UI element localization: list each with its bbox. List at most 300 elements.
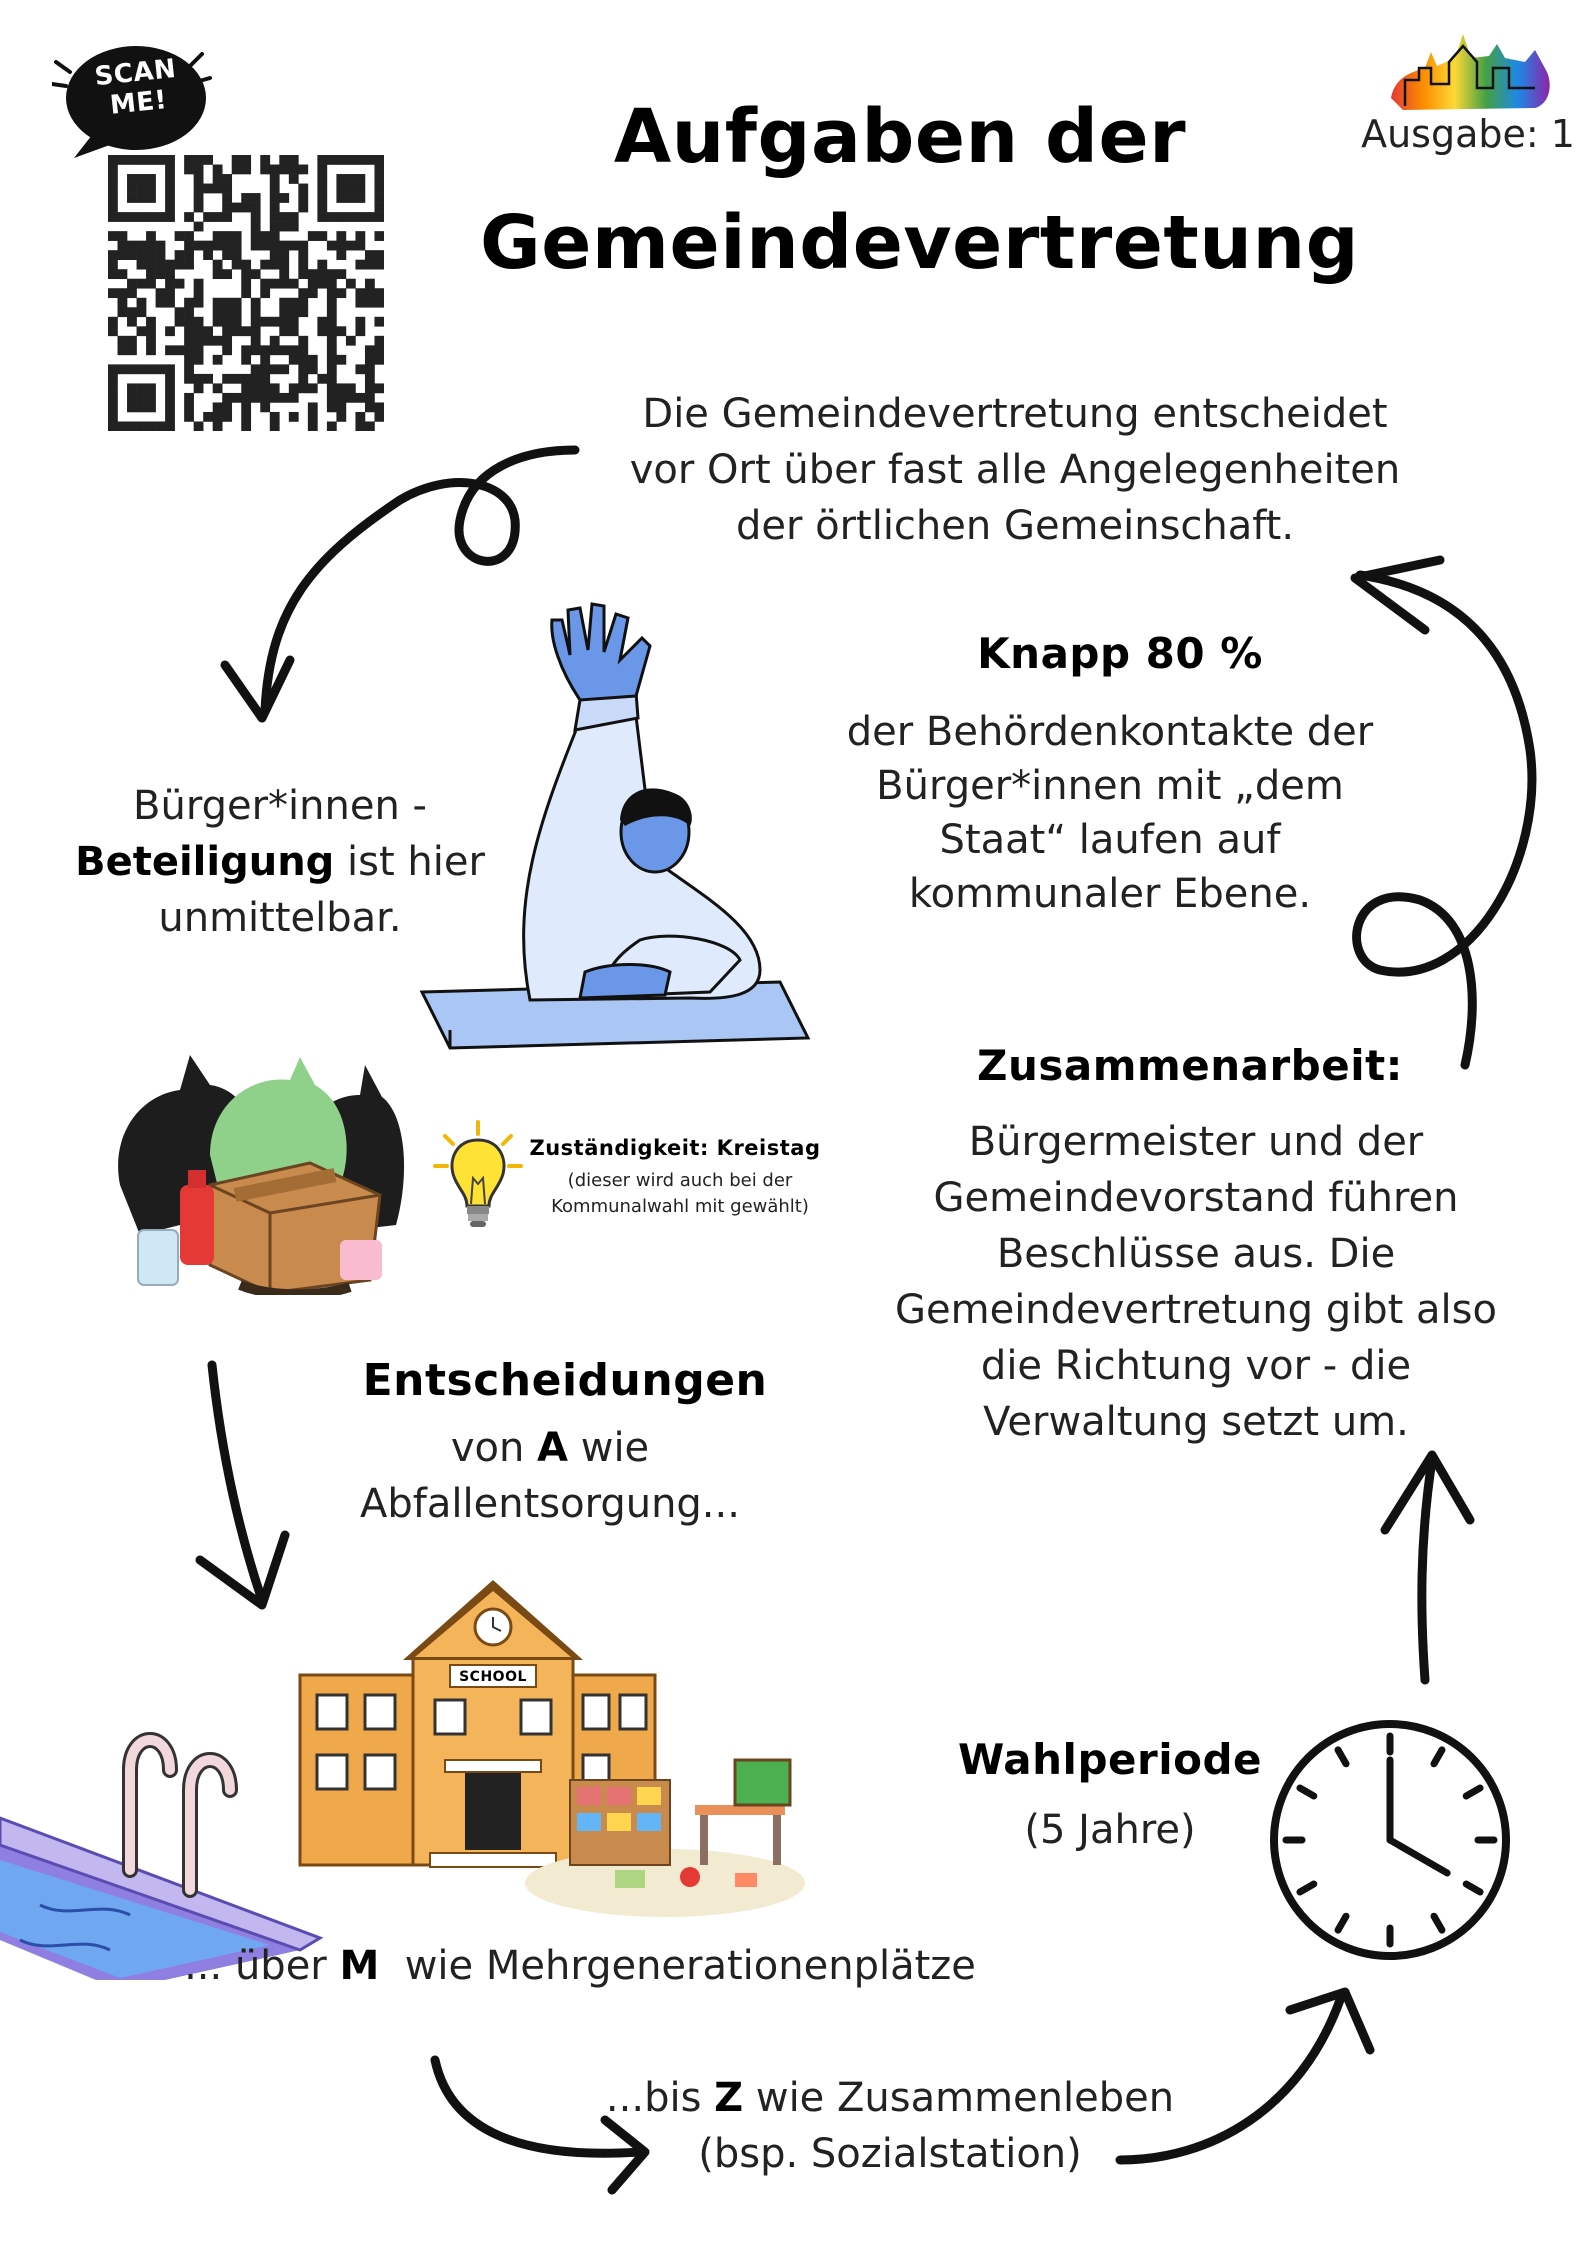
qr-module xyxy=(184,307,194,317)
qr-module xyxy=(118,307,128,317)
qr-module xyxy=(213,355,223,365)
qr-module xyxy=(317,174,327,184)
qr-module xyxy=(222,412,232,422)
qr-module xyxy=(355,174,365,184)
cooperation-heading: Zusammenarbeit: xyxy=(977,1041,1403,1090)
qr-module xyxy=(308,279,318,289)
qr-module xyxy=(374,231,384,241)
qr-module xyxy=(213,307,223,317)
term-heading: Wahlperiode xyxy=(957,1735,1263,1784)
qr-module xyxy=(232,374,242,384)
qr-module xyxy=(251,326,261,336)
qr-module xyxy=(222,393,232,403)
qr-module xyxy=(260,165,270,175)
qr-module xyxy=(108,402,118,412)
qr-module xyxy=(127,193,137,203)
qr-module xyxy=(317,231,327,241)
qr-module xyxy=(260,317,270,327)
qr-module xyxy=(346,155,356,165)
qr-module xyxy=(298,374,308,384)
qr-module xyxy=(251,203,261,213)
qr-module xyxy=(118,288,128,298)
qr-module xyxy=(137,393,147,403)
qr-module xyxy=(137,250,147,260)
qr-module xyxy=(194,279,204,289)
qr-module xyxy=(251,393,261,403)
qr-module xyxy=(108,250,118,260)
qr-module xyxy=(346,212,356,222)
qr-module xyxy=(327,393,337,403)
qr-module xyxy=(355,288,365,298)
qr-module xyxy=(374,203,384,213)
qr-module xyxy=(222,174,232,184)
clock-icon xyxy=(1265,1715,1515,1965)
qr-module xyxy=(213,231,223,241)
qr-module xyxy=(336,212,346,222)
lightbulb xyxy=(433,1118,523,1238)
qr-module xyxy=(146,155,156,165)
qr-module xyxy=(127,174,137,184)
qr-module xyxy=(260,374,270,384)
qr-module xyxy=(374,412,384,422)
qr-module xyxy=(327,298,337,308)
decisions-pre: von xyxy=(450,1425,538,1471)
qr-module xyxy=(289,212,299,222)
qr-module xyxy=(289,298,299,308)
qr-module xyxy=(165,298,175,308)
qr-module xyxy=(270,241,280,251)
qr-module xyxy=(241,412,251,422)
qr-module xyxy=(175,260,185,270)
decisions-text xyxy=(330,1420,770,1532)
qr-module xyxy=(374,250,384,260)
qr-module xyxy=(298,203,308,213)
qr-module xyxy=(156,288,166,298)
qr-module xyxy=(355,193,365,203)
qr-module xyxy=(222,317,232,327)
qr-module xyxy=(127,307,137,317)
qr-module xyxy=(127,364,137,374)
qr-module xyxy=(279,212,289,222)
qr-module xyxy=(156,155,166,165)
qr-module xyxy=(146,345,156,355)
qr-module xyxy=(251,298,261,308)
qr-module xyxy=(146,393,156,403)
qr-module xyxy=(317,317,327,327)
qr-module xyxy=(165,412,175,422)
qr-module xyxy=(308,421,318,431)
qr-module xyxy=(327,288,337,298)
qr-module xyxy=(365,393,375,403)
qr-module xyxy=(184,374,194,384)
qr-module xyxy=(108,184,118,194)
qr-module xyxy=(298,298,308,308)
qr-module xyxy=(165,155,175,165)
qr-module xyxy=(289,326,299,336)
until-post: wie Zusammenleben xyxy=(743,2075,1175,2121)
qr-module xyxy=(222,269,232,279)
qr-module xyxy=(270,250,280,260)
qr-module xyxy=(194,383,204,393)
qr-module xyxy=(203,184,213,194)
qr-module xyxy=(108,231,118,241)
qr-module xyxy=(336,174,346,184)
qr-module xyxy=(298,307,308,317)
qr-module xyxy=(365,421,375,431)
qr-module xyxy=(308,269,318,279)
page-title-line1: Aufgaben der xyxy=(613,94,1187,180)
qr-module xyxy=(317,326,327,336)
qr-module xyxy=(336,155,346,165)
qr-module xyxy=(279,317,289,327)
intro-text: Die Gemeindevertretung entscheidet vor Ort über fast alle Angelegenheiten der örtlichen Gemeinschaft. xyxy=(629,391,1401,549)
qr-module xyxy=(327,279,337,289)
qr-module xyxy=(251,269,261,279)
qr-module xyxy=(222,336,232,346)
qr-module xyxy=(194,317,204,327)
qr-module xyxy=(184,326,194,336)
qr-module xyxy=(279,345,289,355)
qr-module xyxy=(336,250,346,260)
qr-module xyxy=(241,165,251,175)
qr-module xyxy=(270,345,280,355)
qr-module xyxy=(355,412,365,422)
qr-module xyxy=(156,250,166,260)
stat-text: der Behördenkontakte der Bürger*innen mit „dem Staat“ laufen auf kommunaler Ebene. xyxy=(846,709,1374,917)
qr-module xyxy=(175,345,185,355)
qr-module xyxy=(317,203,327,213)
qr-module xyxy=(194,174,204,184)
qr-module xyxy=(241,383,251,393)
qr-module xyxy=(194,374,204,384)
qr-module xyxy=(327,326,337,336)
qr-module xyxy=(108,393,118,403)
qr-module xyxy=(127,345,137,355)
qr-module xyxy=(336,393,346,403)
until-line1 xyxy=(590,2070,1190,2126)
qr-module xyxy=(260,231,270,241)
qr-module xyxy=(327,421,337,431)
qr-module xyxy=(213,412,223,422)
qr-module xyxy=(118,364,128,374)
qr-module xyxy=(108,421,118,431)
qr-module xyxy=(365,345,375,355)
qr-module xyxy=(146,184,156,194)
qr-module xyxy=(146,260,156,270)
qr-module xyxy=(336,269,346,279)
qr-module xyxy=(298,364,308,374)
participation-rest: ist hier xyxy=(334,839,485,885)
qr-module xyxy=(156,260,166,270)
garbage-illustration xyxy=(100,1035,410,1295)
qr-module xyxy=(289,383,299,393)
qr-module xyxy=(365,260,375,270)
qr-module xyxy=(289,241,299,251)
qr-module xyxy=(270,174,280,184)
qr-module xyxy=(222,193,232,203)
qr-module xyxy=(108,174,118,184)
qr-module xyxy=(327,355,337,365)
qr-module xyxy=(365,279,375,289)
qr-module xyxy=(137,298,147,308)
qr-module xyxy=(346,241,356,251)
qr-module xyxy=(260,260,270,270)
qr-module xyxy=(289,279,299,289)
qr-module xyxy=(213,421,223,431)
qr-module xyxy=(213,184,223,194)
qr-module xyxy=(232,250,242,260)
qr-module xyxy=(327,383,337,393)
school-building-illustration xyxy=(295,1565,805,1925)
qr-module xyxy=(194,345,204,355)
qr-module xyxy=(336,288,346,298)
qr-module xyxy=(222,241,232,251)
qr-module xyxy=(127,336,137,346)
qr-module xyxy=(251,193,261,203)
qr-module xyxy=(213,383,223,393)
qr-module xyxy=(241,374,251,384)
qr-module xyxy=(298,250,308,260)
qr-module xyxy=(146,250,156,260)
qr-module xyxy=(308,412,318,422)
qr-module xyxy=(194,222,204,232)
qr-module xyxy=(194,326,204,336)
qr-module xyxy=(336,241,346,251)
qr-module xyxy=(118,155,128,165)
qr-module xyxy=(374,260,384,270)
qr-module xyxy=(213,174,223,184)
qr-module xyxy=(213,212,223,222)
qr-module xyxy=(222,298,232,308)
qr-module xyxy=(270,317,280,327)
participation-line3: unmittelbar. xyxy=(158,895,402,941)
qr-module xyxy=(222,345,232,355)
qr-module xyxy=(374,165,384,175)
qr-module xyxy=(108,317,118,327)
participation-bold: Beteiligung xyxy=(75,839,335,885)
qr-module xyxy=(165,421,175,431)
qr-module xyxy=(165,193,175,203)
qr-module xyxy=(355,326,365,336)
qr-module xyxy=(270,421,280,431)
qr-module xyxy=(165,345,175,355)
qr-module xyxy=(270,279,280,289)
qr-module xyxy=(137,260,147,270)
qr-module xyxy=(327,364,337,374)
qr-module xyxy=(194,288,204,298)
qr-module xyxy=(184,393,194,403)
qr-module xyxy=(175,231,185,241)
qr-module xyxy=(165,374,175,384)
qr-module xyxy=(194,155,204,165)
qr-module xyxy=(137,402,147,412)
qr-module xyxy=(298,260,308,270)
qr-module xyxy=(118,298,128,308)
qr-module xyxy=(118,250,128,260)
qr-module xyxy=(289,155,299,165)
qr-module xyxy=(184,355,194,365)
qr-module xyxy=(108,193,118,203)
rainbow-skyline-logo xyxy=(1385,28,1555,116)
lightbulb-icon xyxy=(433,1118,523,1238)
qr-module xyxy=(327,317,337,327)
qr-module xyxy=(146,193,156,203)
qr-module xyxy=(374,212,384,222)
qr-module xyxy=(184,212,194,222)
qr-module xyxy=(156,212,166,222)
qr-module xyxy=(365,374,375,384)
qr-module xyxy=(260,241,270,251)
qr-module xyxy=(355,317,365,327)
qr-module xyxy=(118,241,128,251)
qr-module xyxy=(127,402,137,412)
qr-module xyxy=(279,364,289,374)
qr-module xyxy=(251,336,261,346)
qr-module xyxy=(146,269,156,279)
qr-module xyxy=(184,317,194,327)
qr-module xyxy=(213,336,223,346)
qr-module xyxy=(374,155,384,165)
qr-module xyxy=(317,212,327,222)
qr-module xyxy=(222,307,232,317)
qr-module xyxy=(127,250,137,260)
qr-module xyxy=(346,393,356,403)
qr-module xyxy=(165,279,175,289)
qr-module xyxy=(108,203,118,213)
qr-module xyxy=(203,241,213,251)
qr-module xyxy=(308,231,318,241)
qr-module xyxy=(270,203,280,213)
qr-module xyxy=(146,231,156,241)
qr-module xyxy=(241,279,251,289)
qr-module xyxy=(317,279,327,289)
qr-module xyxy=(156,241,166,251)
qr-module xyxy=(241,193,251,203)
qr-module xyxy=(232,298,242,308)
over-letter: M xyxy=(339,1943,380,1989)
qr-module xyxy=(336,402,346,412)
qr-module xyxy=(175,250,185,260)
qr-module xyxy=(251,241,261,251)
qr-module xyxy=(346,336,356,346)
qr-module xyxy=(241,326,251,336)
scan-me-badge xyxy=(52,40,212,160)
qr-module xyxy=(355,260,365,270)
qr-module xyxy=(184,165,194,175)
qr-module xyxy=(260,393,270,403)
responsibility-heading: Zuständigkeit: Kreistag xyxy=(529,1136,821,1160)
qr-module xyxy=(213,165,223,175)
qr-module xyxy=(165,383,175,393)
qr-module xyxy=(355,184,365,194)
participation-text xyxy=(60,778,500,946)
qr-module xyxy=(374,383,384,393)
qr-module xyxy=(270,336,280,346)
qr-module xyxy=(241,260,251,270)
decisions-line2 xyxy=(330,1420,770,1476)
qr-module xyxy=(184,336,194,346)
qr-module xyxy=(279,250,289,260)
qr-module xyxy=(346,383,356,393)
qr-module xyxy=(184,298,194,308)
qr-module xyxy=(270,393,280,403)
qr-module xyxy=(118,212,128,222)
qr-module xyxy=(222,231,232,241)
qr-module xyxy=(137,279,147,289)
qr-module xyxy=(203,250,213,260)
qr-module xyxy=(327,155,337,165)
school-sign: SCHOOL xyxy=(459,1669,527,1685)
qr-module xyxy=(194,165,204,175)
qr-module xyxy=(194,203,204,213)
qr-module xyxy=(241,345,251,355)
qr-module xyxy=(127,421,137,431)
qr-module xyxy=(365,364,375,374)
qr-module xyxy=(336,412,346,422)
qr-module xyxy=(241,203,251,213)
qr-module xyxy=(165,203,175,213)
qr-module xyxy=(260,288,270,298)
qr-module xyxy=(108,165,118,175)
qr-module xyxy=(241,288,251,298)
qr-module xyxy=(137,212,147,222)
qr-module xyxy=(165,165,175,175)
qr-module xyxy=(203,412,213,422)
qr-module xyxy=(108,326,118,336)
qr-module xyxy=(222,402,232,412)
over-post: wie Mehrgenerationenplätze xyxy=(379,1943,976,1989)
decisions-line3: Abfallentsorgung... xyxy=(360,1481,740,1527)
qr-module xyxy=(194,298,204,308)
qr-module xyxy=(232,317,242,327)
qr-module xyxy=(203,326,213,336)
qr-module xyxy=(346,193,356,203)
qr-module xyxy=(279,307,289,317)
until-letter: Z xyxy=(714,2075,744,2121)
qr-module xyxy=(241,393,251,403)
qr-module xyxy=(251,383,261,393)
qr-module xyxy=(137,241,147,251)
qr-module xyxy=(260,402,270,412)
qr-module xyxy=(298,269,308,279)
qr-module xyxy=(355,231,365,241)
qr-module xyxy=(213,269,223,279)
term-text: (5 Jahre) xyxy=(1024,1807,1196,1853)
qr-module xyxy=(108,412,118,422)
qr-module xyxy=(336,184,346,194)
qr-module xyxy=(251,222,261,232)
qr-module xyxy=(365,298,375,308)
qr-code[interactable] xyxy=(108,155,384,431)
qr-module xyxy=(241,421,251,431)
qr-module xyxy=(346,174,356,184)
qr-module xyxy=(184,364,194,374)
qr-module xyxy=(365,288,375,298)
responsibility-note: (dieser wird auch bei der Kommunalwahl mit gewählt) xyxy=(551,1170,809,1217)
qr-module xyxy=(108,155,118,165)
qr-module xyxy=(127,184,137,194)
qr-module xyxy=(108,364,118,374)
qr-module xyxy=(317,193,327,203)
qr-module xyxy=(184,412,194,422)
qr-module xyxy=(203,336,213,346)
qr-module xyxy=(279,326,289,336)
qr-module xyxy=(118,345,128,355)
qr-module xyxy=(203,374,213,384)
qr-module xyxy=(194,421,204,431)
qr-module xyxy=(279,222,289,232)
qr-module xyxy=(336,355,346,365)
